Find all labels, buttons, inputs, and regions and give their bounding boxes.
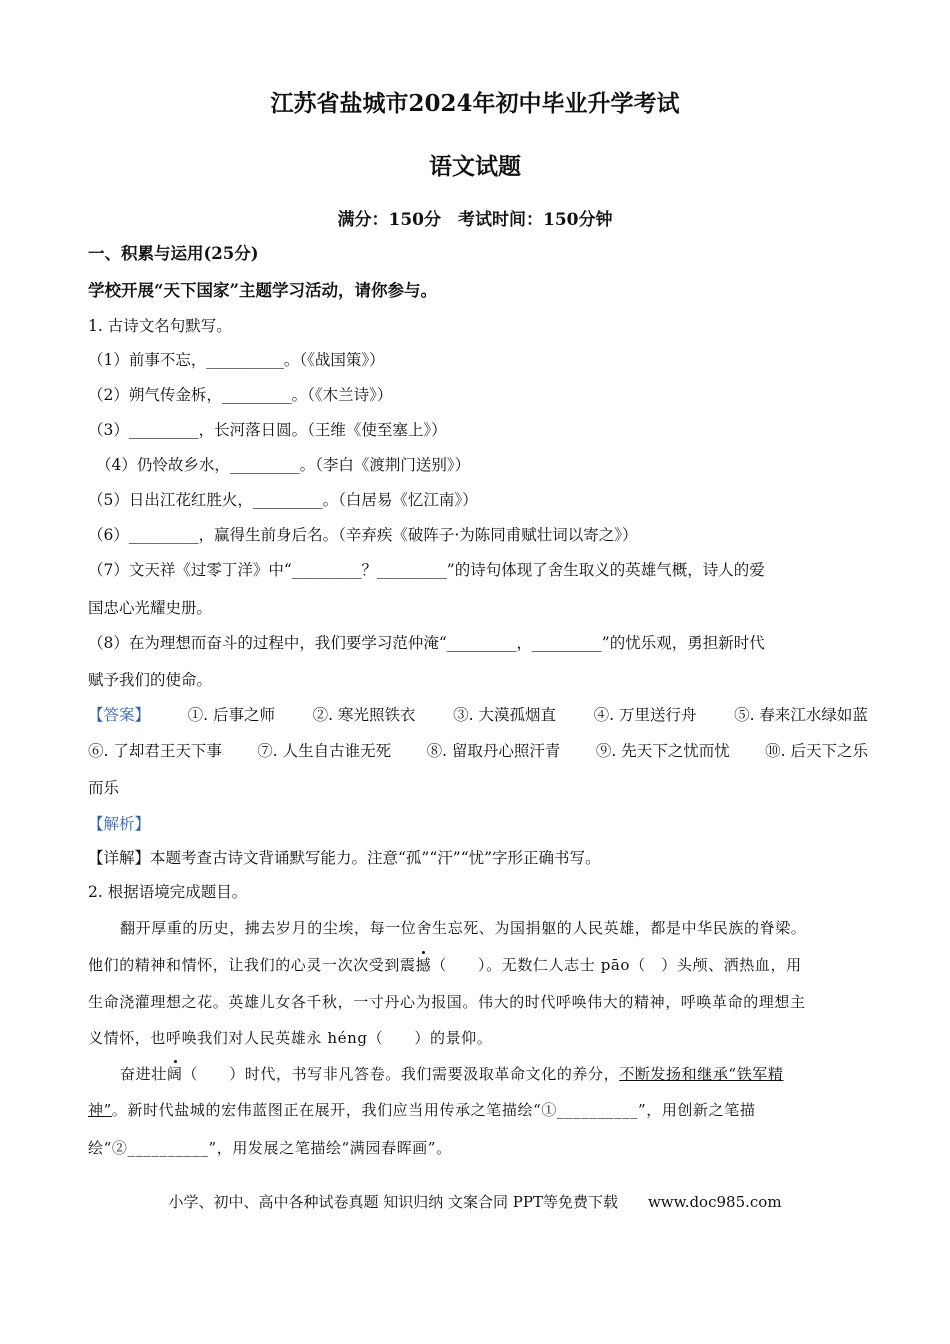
underlined-text: 不断发扬和继承“铁军精 [619,1065,784,1083]
q1-item: （7）文天祥《过零丁洋》中“_________？_________”的诗句体现了舍生取义的英雄气概，诗人的爱 [88,561,765,579]
passage-line: 绘“②__________”，用发展之笔描绘“满园春晖画”。 [88,1139,452,1157]
question-1-stem: 1. 古诗文名句默写。 [88,317,232,335]
answer-item: ⑥. 了却君王天下事 [88,742,222,760]
passage-text: 他们的精神和情怀，让我们的心灵一次次受到震 [88,956,416,974]
answer-item: ②. 寒光照铁衣 [312,706,416,724]
detail-explanation: 【详解】本题考查古诗文背诵默写能力。注意“孤”“汗”“忧”字形正确书写。 [88,849,601,867]
dotted-char: 撼 [415,956,432,974]
dotted-char: 阔 [166,1065,183,1083]
q1-item: （6）_________，赢得生前身后名。（辛弃疾《破阵子·为陈同甫赋壮词以寄之》） [88,526,638,544]
answer-row-2 [88,739,868,761]
question-2-stem: 2. 根据语境完成题目。 [88,883,248,901]
section-heading: 一、积累与运用(25分) [88,244,259,263]
passage-text: 奋进壮 [120,1065,167,1083]
q1-item: （1）前事不忘，__________。（《战国策》） [88,351,385,369]
page-footer: 小学、初中、高中各种试卷真题 知识归纳 文案合同 PPT等免费下载 www.doc985.com [168,1193,782,1211]
answer-item: ③. 大漠孤烟直 [453,706,556,724]
passage-line: 生命浇灌理想之花。英雄儿女各千秋，一寸丹心为报国。伟大的时代呼唤伟大的精神，呼唤革命的理想主 [88,993,806,1011]
answer-item: ⑨. 先天下之忧而忧 [595,742,730,760]
answer-item: ⑩. 后天下之乐 [765,742,868,760]
exam-subtitle: 语文试题 [429,153,521,180]
passage-line [120,1063,784,1084]
q1-item: （2）朔气传金柝，_________。（《木兰诗》） [88,386,393,404]
q1-item: （3）_________，长河落日圆。（王维《使至塞上》） [88,421,447,439]
answer-item: ④. 万里送行舟 [593,706,697,724]
exam-meta: 满分：150分 考试时间：150分钟 [337,210,613,230]
q1-item: （8）在为理想而奋斗的过程中，我们要学习范仲淹“_________，_________”的忧乐观，勇担新时代 [88,634,765,652]
q1-item: 国忠心光耀史册。 [88,599,213,617]
exam-title: 江苏省盐城市2024年初中毕业升学考试 [270,90,680,117]
passage-line [88,954,802,975]
answer-row-1 [88,703,868,725]
answer-row-3: 而乐 [88,779,120,797]
passage-line [88,1099,755,1120]
passage-text: （ ）。无数仁人志士 pāo（ ）头颅、洒热血，用 [431,956,802,974]
answer-item: ⑧. 留取丹心照汗青 [426,742,561,760]
analysis-label: 【解析】 [88,815,151,833]
q1-item: （5）日出江花红胜火，_________。（白居易《忆江南》） [88,491,478,509]
passage-line: 义情怀，也呼唤我们对人民英雄永 héng（ ）的景仰。 [88,1029,493,1047]
answer-item: ⑦. 人生自古谁无死 [257,742,392,760]
answer-item: ①. 后事之师 [187,706,275,724]
passage-text: 。新时代盐城的宏伟蓝图正在展开，我们应当用传承之笔描绘“①__________”，用创新之笔描 [111,1101,756,1119]
passage-line: 翻开厚重的历史，拂去岁月的尘埃，每一位舍生忘死、为国捐躯的人民英雄，都是中华民族的脊梁。 [120,919,807,937]
answer-item: ⑤. 春来江水绿如蓝 [734,706,868,724]
q1-item: 赋予我们的使命。 [88,671,213,689]
answer-label: 【答案】 [88,706,151,724]
section-intro: 学校开展“天下国家”主题学习活动，请你参与。 [88,281,437,300]
q1-item: （4）仍怜故乡水，_________。（李白《渡荆门送别》） [96,456,471,474]
passage-text: （ ）时代，书写非凡答卷。我们需要汲取革命文化的养分， [182,1065,620,1083]
underlined-text: 神” [88,1101,112,1119]
